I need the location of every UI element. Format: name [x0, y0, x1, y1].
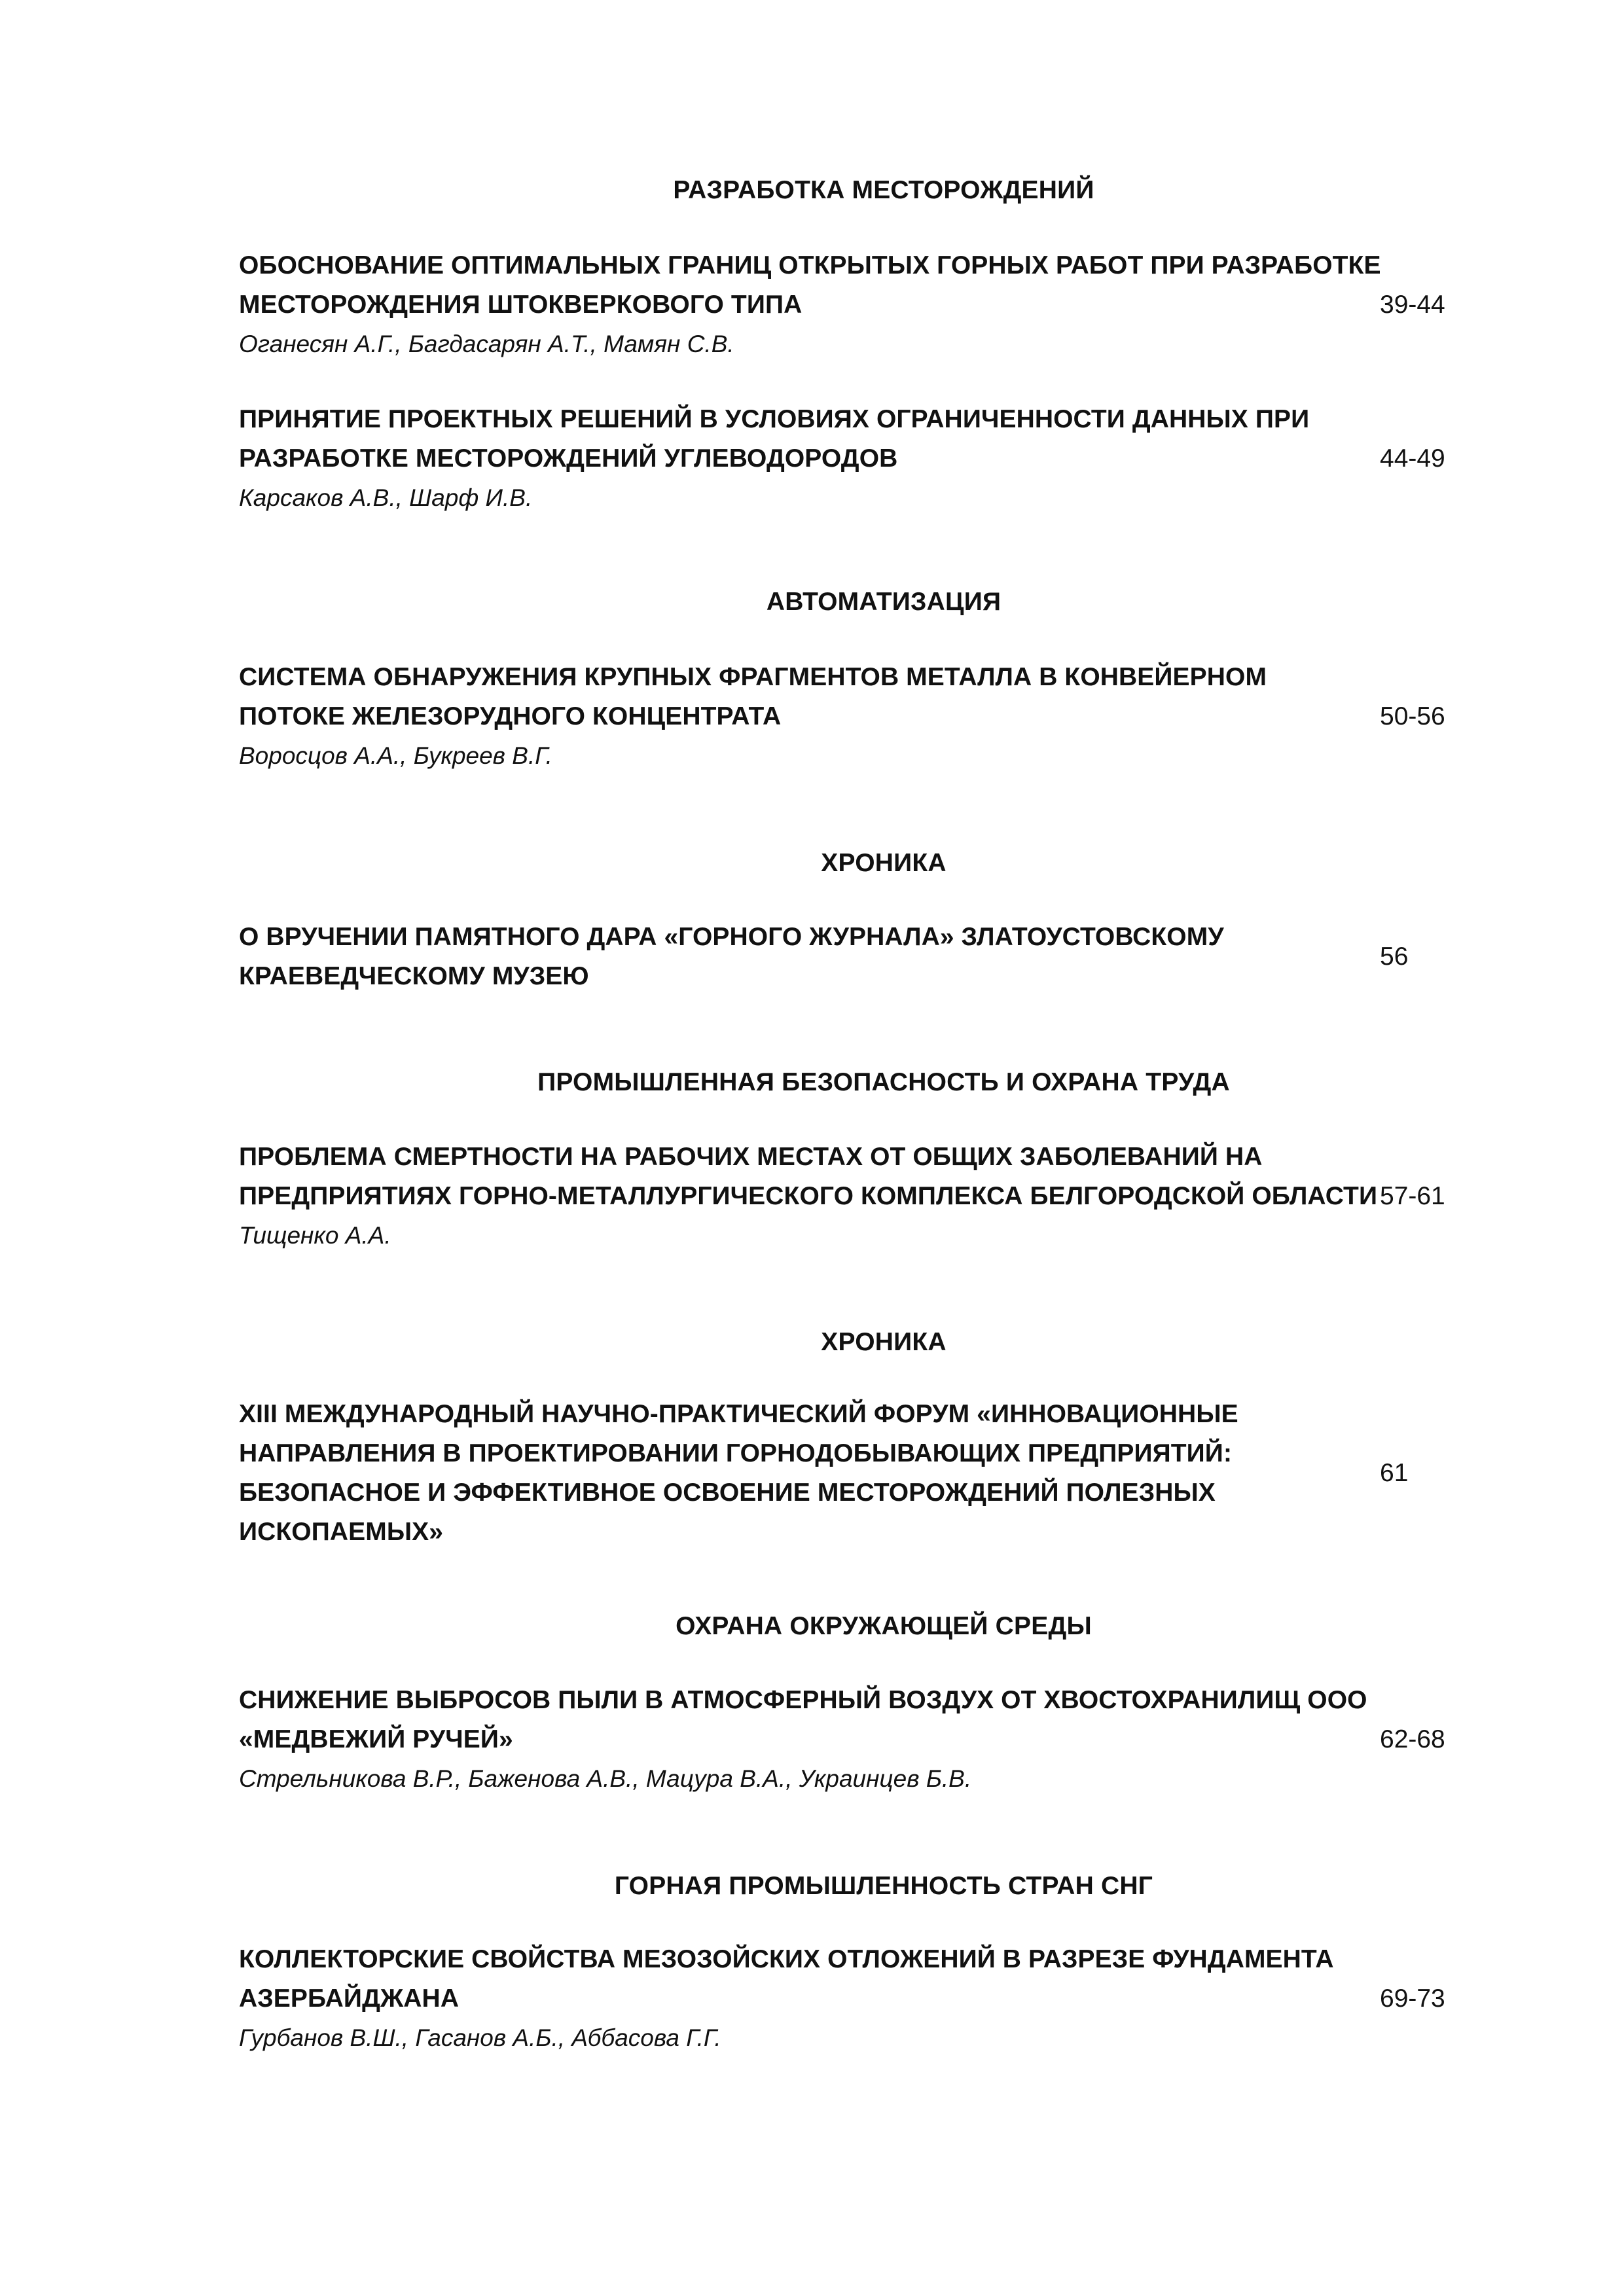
section-heading: ХРОНИКА: [821, 1328, 947, 1356]
article-title-line: КОЛЛЕКТОРСКИЕ СВОЙСТВА МЕЗОЗОЙСКИХ ОТЛОЖЕНИЙ В РАЗРЕЗЕ ФУНДАМЕНТА: [239, 1945, 1334, 1973]
toc-entry[interactable]: [239, 246, 1470, 364]
article-title: [239, 1940, 1365, 2018]
article-authors: Карсаков А.В., Шарф И.В.: [239, 484, 533, 511]
article-pages: 69-73: [1380, 1984, 1445, 2013]
article-title-line: ПРОБЛЕМА СМЕРТНОСТИ НА РАБОЧИХ МЕСТАХ ОТ ОБЩИХ ЗАБОЛЕВАНИЙ НА: [239, 1143, 1263, 1171]
article-title: [239, 658, 1365, 736]
article-title-line: РАЗРАБОТКЕ МЕСТОРОЖДЕНИЙ УГЛЕВОДОРОДОВ: [239, 444, 898, 473]
article-authors: Тищенко А.А.: [239, 1222, 391, 1249]
article-title: [239, 1395, 1365, 1552]
toc-entry[interactable]: [239, 658, 1470, 776]
article-pages: 44-49: [1380, 444, 1445, 473]
article-title-line: О ВРУЧЕНИИ ПАМЯТНОГО ДАРА «ГОРНОГО ЖУРНАЛА» ЗЛАТОУСТОВСКОМУ: [239, 923, 1224, 951]
article-title-line: ПРИНЯТИЕ ПРОЕКТНЫХ РЕШЕНИЙ В УСЛОВИЯХ ОГРАНИЧЕННОСТИ ДАННЫХ ПРИ: [239, 405, 1310, 433]
article-title: [239, 918, 1365, 996]
article-title: [239, 400, 1365, 478]
article-title-line: СИСТЕМА ОБНАРУЖЕНИЯ КРУПНЫХ ФРАГМЕНТОВ МЕТАЛЛА В КОНВЕЙЕРНОМ: [239, 663, 1267, 691]
article-authors: Стрельникова В.Р., Баженова А.В., Мацура В.А., Украинцев Б.В.: [239, 1765, 972, 1792]
section-heading: ПРОМЫШЛЕННАЯ БЕЗОПАСНОСТЬ И ОХРАНА ТРУДА: [537, 1068, 1230, 1096]
article-title: [239, 246, 1381, 325]
article-title-line: ПРЕДПРИЯТИЯХ ГОРНО-МЕТАЛЛУРГИЧЕСКОГО КОМПЛЕКСА БЕЛГОРОДСКОЙ ОБЛАСТИ: [239, 1182, 1378, 1210]
article-title-line: «МЕДВЕЖИЙ РУЧЕЙ»: [239, 1725, 513, 1753]
section-heading: ГОРНАЯ ПРОМЫШЛЕННОСТЬ СТРАН СНГ: [614, 1872, 1153, 1900]
toc-entry[interactable]: [239, 1395, 1470, 1552]
article-title-line: ОБОСНОВАНИЕ ОПТИМАЛЬНЫХ ГРАНИЦ ОТКРЫТЫХ ГОРНЫХ РАБОТ ПРИ РАЗРАБОТКЕ: [239, 251, 1381, 279]
section-heading: РАЗРАБОТКА МЕСТОРОЖДЕНИЙ: [673, 176, 1094, 204]
article-pages: 62-68: [1380, 1725, 1445, 1753]
article-title-line: ПОТОКЕ ЖЕЛЕЗОРУДНОГО КОНЦЕНТРАТА: [239, 702, 782, 730]
article-pages: 50-56: [1380, 702, 1445, 730]
article-authors: Гурбанов В.Ш., Гасанов А.Б., Аббасова Г.Г.: [239, 2024, 721, 2051]
article-authors: Оганесян А.Г., Багдасарян А.Т., Мамян С.В.: [239, 331, 734, 357]
article-title: [239, 1138, 1378, 1216]
article-title-line: XIII МЕЖДУНАРОДНЫЙ НАУЧНО-ПРАКТИЧЕСКИЙ ФОРУМ «ИННОВАЦИОННЫЕ: [239, 1400, 1238, 1428]
article-title-line: КРАЕВЕДЧЕСКОМУ МУЗЕЮ: [239, 962, 589, 990]
toc-entry[interactable]: [239, 918, 1470, 996]
article-title-line: МЕСТОРОЖДЕНИЯ ШТОКВЕРКОВОГО ТИПА: [239, 291, 803, 319]
toc-entry[interactable]: [239, 1681, 1470, 1799]
article-title: [239, 1681, 1365, 1759]
article-title-line: АЗЕРБАЙДЖАНА: [239, 1984, 460, 2013]
section-heading: АВТОМАТИЗАЦИЯ: [766, 588, 1001, 616]
section-heading: ХРОНИКА: [821, 849, 947, 877]
article-authors: Воросцов А.А., Букреев В.Г.: [239, 742, 552, 769]
toc-entry[interactable]: [239, 1940, 1470, 2058]
article-title-line: ИСКОПАЕМЫХ»: [239, 1518, 444, 1546]
article-title-line: НАПРАВЛЕНИЯ В ПРОЕКТИРОВАНИИ ГОРНОДОБЫВАЮЩИХ ПРЕДПРИЯТИЙ:: [239, 1439, 1233, 1467]
article-pages: 57-61: [1380, 1182, 1445, 1210]
article-pages: 61: [1380, 1459, 1409, 1487]
toc-entry[interactable]: [239, 400, 1470, 518]
article-pages: 56: [1380, 942, 1409, 971]
article-pages: 39-44: [1380, 291, 1445, 319]
toc-entry[interactable]: [239, 1138, 1470, 1255]
article-title-line: СНИЖЕНИЕ ВЫБРОСОВ ПЫЛИ В АТМОСФЕРНЫЙ ВОЗДУХ ОТ ХВОСТОХРАНИЛИЩ ООО: [239, 1686, 1367, 1714]
section-heading: ОХРАНА ОКРУЖАЮЩЕЙ СРЕДЫ: [676, 1612, 1092, 1640]
article-title-line: БЕЗОПАСНОЕ И ЭФФЕКТИВНОЕ ОСВОЕНИЕ МЕСТОРОЖДЕНИЙ ПОЛЕЗНЫХ: [239, 1479, 1216, 1507]
